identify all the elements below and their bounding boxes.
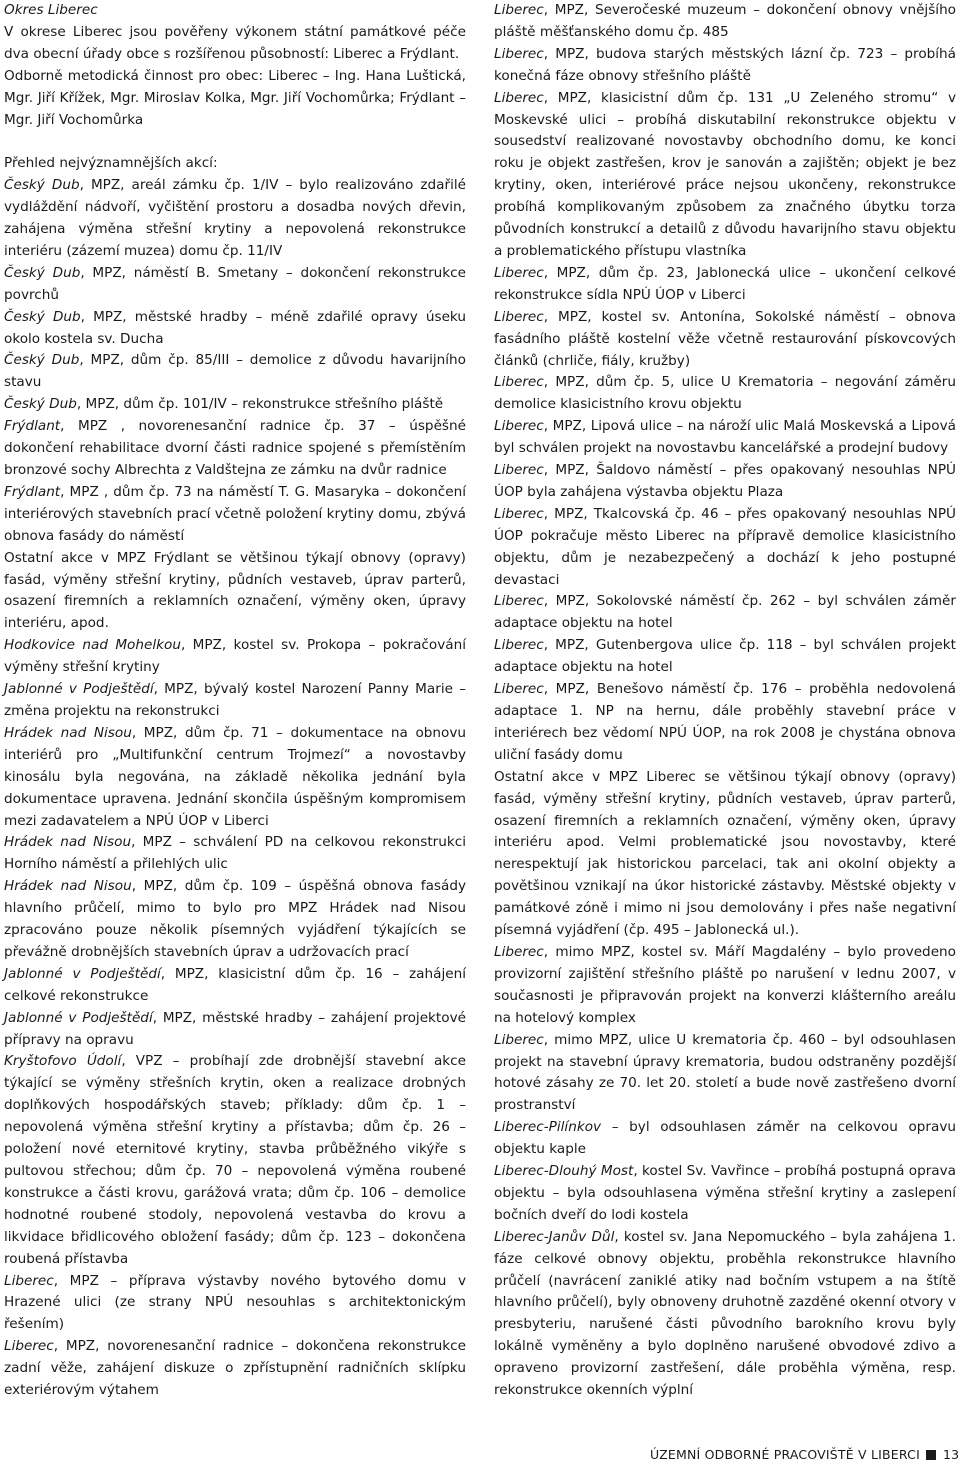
entry-text: , MPZ, budova starých městských lázní čp. 723 – probíhá konečná fáze obnovy střešního pláště [494,45,956,84]
list-item [4,679,466,723]
entry-text: , MPZ, dům čp. 5, ulice U Krematoria – negování záměru demolice klasicistního krovu objektu [494,374,956,413]
place-name: Český Dub [4,396,77,413]
place-name: Liberec-Pilínkov [494,1119,602,1136]
place-name: Liberec [494,1031,544,1048]
left-entry-list [4,175,466,1402]
place-name: Frýdlant [4,418,61,435]
list-item [494,460,956,504]
entry-text: , MPZ, Tkalcovská čp. 46 – přes opakovaný nesouhlas NPÚ ÚOP pokračuje město Liberec na přípravě demolice klasicistního objektu, dům je nezabezpečený a dochází k jeho postupné devastaci [494,505,956,588]
right-column [494,0,956,1402]
list-item [494,679,956,767]
list-item [4,1051,466,1270]
list-item [494,1030,956,1118]
entry-text: , MPZ, bývalý kostel Narození Panny Marie – změna projektu na rekonstrukci [4,681,466,719]
entry-text: , MPZ, městské hradby – zahájení projektové přípravy na opravu [4,1009,466,1048]
entry-text: , MPZ, dům čp. 109 – úspěšná obnova fasády hlavního průčelí, mimo to bylo pro MPZ Hrádek nad Nisou zpracováno pouze několik písemných vyjádření týkajících se převážně drobnějších stavebních úprav a udržovacích prací [4,878,467,960]
square-bullet-icon [926,1450,936,1460]
list-item [4,832,466,876]
list-item [4,307,466,351]
entry-text: , mimo MPZ, ulice U krematoria čp. 460 – byl odsouhlasen projekt na stavební úpravy krematoria, budou odstraněny pozdější hotové zásahy ze 70. let 20. století a bude nově zastřešeno dvorní prostranství [494,1031,956,1114]
list-item [494,372,956,416]
place-name: Hrádek nad Nisou [4,724,132,741]
page-footer [650,1447,960,1462]
intro-paragraph: V okrese Liberec jsou pověřeny výkonem státní památkové péče dva obecní úřady obce s rozšířenou působností: Liberec a Frýdlant. [4,23,466,62]
overview-heading: Přehled nejvýznamnějších akcí: [4,155,218,172]
entry-text: , MPZ – schválení PD na celkovou rekonstrukci Horního náměstí a přilehlých ulic [4,834,466,873]
list-item [4,350,466,394]
entry-text: , kostel Sv. Vavřince – probíhá postupná oprava objektu – byla odsouhlasena výměna střešní krytiny a zaslepení bočních dveří do lodi kostela [494,1163,957,1223]
place-name: Liberec [494,308,544,325]
entry-text: , MPZ, novorenesanční radnice – dokončena rekonstrukce zadní věže, zahájení diskuze o zpřístupnění radničních sklípku exteriérovým výtahem [4,1338,466,1399]
list-item [494,0,956,44]
list-item [4,723,466,833]
list-item [4,876,466,964]
place-name: Liberec [494,943,544,960]
entry-text: , MPZ , novorenesanční radnice čp. 37 – úspěšné dokončení rehabilitace dvorní části radnice spojené s přemístěním bronzové sochy Albrechta z Valdštejna ze zámku na dvůr radnice [4,418,466,479]
list-item [494,44,956,88]
entry-text: , mimo MPZ, kostel sv. Máří Magdalény – bylo provedeno provizorní zajištění střešního pláště po narušení v lednu 2007, v současnosti je připravován projekt na konverzi klášterního areálu na hotelový komplex [494,943,956,1026]
list-item [4,482,466,548]
list-item [4,1336,466,1402]
place-name: Český Dub [4,352,80,369]
left-column [4,0,466,1402]
methodology-paragraph: Odborně metodická činnost pro obec: Liberec – Ing. Hana Luštická, Mgr. Jiří Křížek, Mgr. Miroslav Kolka, Mgr. Jiří Vochomůrka; Frýdlant – Mgr. Jiří Vochomůrka [4,67,466,128]
region-title: Okres Liberec [4,2,98,18]
list-item [494,942,956,1030]
entry-text: , MPZ, Severočeské muzeum – dokončení obnovy vnějšího pláště měšťanského domu čp. 485 [494,2,956,40]
list-item [4,175,466,263]
entry-text: , MPZ – příprava výstavby nového bytového domu v Hrazené ulici (ze strany NPÚ nesouhlas s architektonickým řešením) [4,1272,466,1333]
list-item [4,1008,466,1052]
list-item [4,635,466,679]
place-name: Liberec [494,462,544,479]
list-item [4,964,466,1008]
list-item [4,416,466,482]
place-name: Liberec [494,593,544,610]
place-name: Liberec [494,89,544,106]
list-item [4,263,466,307]
place-name: Jablonné v Podještědí [4,681,154,698]
list-item [494,263,956,307]
entry-text: , MPZ, dům čp. 23, Jablonecká ulice – ukončení celkové rekonstrukce sídla NPÚ ÚOP v Liberci [494,264,956,303]
list-item [494,1227,956,1402]
place-name: Kryštofovo Údolí [4,1053,122,1070]
place-name: Liberec [494,2,544,18]
entry-text: , MPZ, Šaldovo náměstí – přes opakovaný nesouhlas NPÚ ÚOP byla zahájena výstavba objektu Plaza [494,462,956,500]
place-name: Liberec [494,374,544,391]
footer-label: ÚZEMNÍ ODBORNÉ PRACOVIŠTĚ V LIBERCI [650,1447,920,1462]
list-item [494,591,956,635]
list-item [494,767,956,942]
list-item [494,504,956,592]
place-name: Liberec [494,681,544,698]
list-item [494,88,956,263]
entry-text: , MPZ, městské hradby – méně zdařilé opravy úseku okolo kostela sv. Ducha [4,308,466,347]
place-name: Jablonné v Podještědí [4,965,161,982]
place-name: Český Dub [4,308,81,325]
entry-text: , kostel sv. Jana Nepomuckého – byla zahájena 1. fáze celkové obnovy objektu, proběhla rekonstrukce hlavního průčelí (navrácení zaniklé atiky nad bočním vstupem a na štítě hlavního průčelí), byly obnoveny druhotně zazděné okenní otvory v presbyteriu, narušené části původního barokního krovu byly lokálně vyměněny a bylo doplněno narušené obvodové zdivo a opraveno provizorní zastřešení, dále proběhla výměna, resp. rekonstrukce okenních výplní [494,1228,956,1399]
list-item [4,548,466,636]
place-name: Liberec [494,505,544,522]
place-name: Hodkovice nad Mohelkou [4,637,181,654]
list-item [494,635,956,679]
list-item [494,1117,956,1161]
place-name: Liberec [494,418,544,435]
place-name: Hrádek nad Nisou [4,878,132,895]
entry-text: Ostatní akce v MPZ Frýdlant se většinou týkají obnovy (opravy) fasád, výměny střešní krytiny, půdních vestaveb, úprav parterů, osazení firemních a reklamních označení, výměny oken, úpravy interiéru, apod. [4,549,466,632]
place-name: Liberec [494,45,544,62]
place-name: Liberec-Janův Důl [494,1228,615,1245]
page-number: 13 [942,1447,960,1462]
place-name: Liberec [4,1272,54,1289]
place-name: Liberec [494,264,544,281]
place-name: Liberec [4,1338,54,1355]
place-name: Jablonné v Podještědí [4,1009,153,1026]
spacer [4,131,466,153]
entry-text: , MPZ, klasicistní dům čp. 16 – zahájení celkové rekonstrukce [4,965,466,1004]
entry-text: , VPZ – probíhají zde drobnější stavební akce týkající se výměny střešních krytin, oken a realizace drobných doplňkových hospodářských staveb; příklady: dům čp. 1 – nepovolená výměna střešní krytiny a přístavba; dům čp. 26 – položení nové eternitové krytiny, stavba průběžného vikýře s pultovou střechou; dům čp. 70 – nepovolená výměna roubené konstrukce a části krovu, garážová vrata; dům čp. 106 – demolice hodnotné roubené stodoly, nepovolená vestavba do krovu a likvidace břidlicového obložení fasády; dům čp. 123 – dokončena roubená přístavba [4,1053,466,1267]
right-entry-list [494,0,956,1402]
place-name: Liberec-Dlouhý Most [494,1163,634,1180]
place-name: Frýdlant [4,483,61,500]
place-name: Hrádek nad Nisou [4,834,132,851]
place-name: Liberec [494,637,544,654]
place-name: Český Dub [4,264,81,281]
entry-text: , MPZ, Gutenbergova ulice čp. 118 – byl schválen projekt adaptace objektu na hotel [494,637,956,676]
list-item [4,1271,466,1337]
entry-text: , MPZ, kostel sv. Prokopa – pokračování výměny střešní krytiny [4,637,466,676]
entry-text: , MPZ, kostel sv. Antonína, Sokolské náměstí – obnova fasádního pláště kostelní věže včetně restaurování pískovcových článků (chrliče, fiály, kružby) [494,308,956,369]
list-item [494,307,956,373]
list-item [4,394,466,416]
entry-text: , MPZ, dům čp. 101/IV – rekonstrukce střešního pláště [76,396,444,413]
entry-text: , MPZ, klasicistní dům čp. 131 „U Zeleného stromu“ v Moskevské ulici – probíhá diskutabilní rekonstrukce objektu v sousedství realizované novostavby obchodního domu, ke konci roku je objekt zastřešen, krov je sanován a zajištěn; objekt je bez krytiny, oken, interiérové práce nejsou ukončeny, rekonstrukce probíhá komplikovaným způsobem za značného úbytku torza původních konstrukcí a detailů z důvodu havarijního stavu objektu a problematického přístupu vlastníka [494,89,956,259]
entry-text: , MPZ, Lipová ulice – na nároží ulic Malá Moskevská a Lipová byl schválen projekt na novostavbu kancelářské a prodejní budovy [494,418,956,457]
entry-text: – byl odsouhlasen záměr na celkovou opravu objektu kaple [494,1119,956,1158]
entry-text: , MPZ, areál zámku čp. 1/IV – bylo realizováno zdařilé vydláždění nádvoří, vyčištění prostoru a dosadba nových dřevin, zahájena výměna střešní krytiny a nepovolená rekonstrukce interiéru (zázemí muzea) domu čp. 11/IV [4,177,466,259]
entry-text: , MPZ , dům čp. 73 na náměstí T. G. Masaryka – dokončení interiérových stavebních prací včetně položení krytiny domu, zbývá obnova fasády do náměstí [4,483,466,544]
entry-text: , MPZ, dům čp. 71 – dokumentace na obnovu interiérů pro „Multifunkční centrum Trojmezí“ a novostavby kinosálu byla negována, na základě několika jednání byla dokumentace upravena. Jednání skončila úspěšným kompromisem mezi zadavatelem a NPÚ ÚOP v Liberci [4,724,466,829]
place-name: Český Dub [4,177,80,194]
entry-text: , MPZ, náměstí B. Smetany – dokončení rekonstrukce povrchů [4,264,466,303]
entry-text: , MPZ, Sokolovské náměstí čp. 262 – byl schválen záměr adaptace objektu na hotel [494,593,956,632]
entry-text: , MPZ, Benešovo náměstí čp. 176 – proběhla nedovolená adaptace 1. NP na hernu, dále proběhly stavební práce v interiérech bez vědomí NPÚ ÚOP, na rok 2008 je chystána obnova uliční fasády domu [494,681,956,763]
list-item [494,416,956,460]
list-item [494,1161,956,1227]
entry-text: Ostatní akce v MPZ Liberec se většinou týkají obnovy (opravy) fasád, výměny střešní krytiny, půdních vestaveb, úprav parterů, osazení firemních a reklamních označení, výměny oken, úpravy interiéru apod. Velmi problematické jsou novostavby, které nerespektují jak historickou parcelaci, tak ani okolní objekty a povětšinou vznikají na úkor historické zástavby. Městské objekty v památkové zóně i mimo ni jsou demolovány i přes naše negativní písemná vyjádření (čp. 495 – Jablonecká ul.). [494,768,956,939]
entry-text: , MPZ, dům čp. 85/III – demolice z důvodu havarijního stavu [4,352,466,391]
